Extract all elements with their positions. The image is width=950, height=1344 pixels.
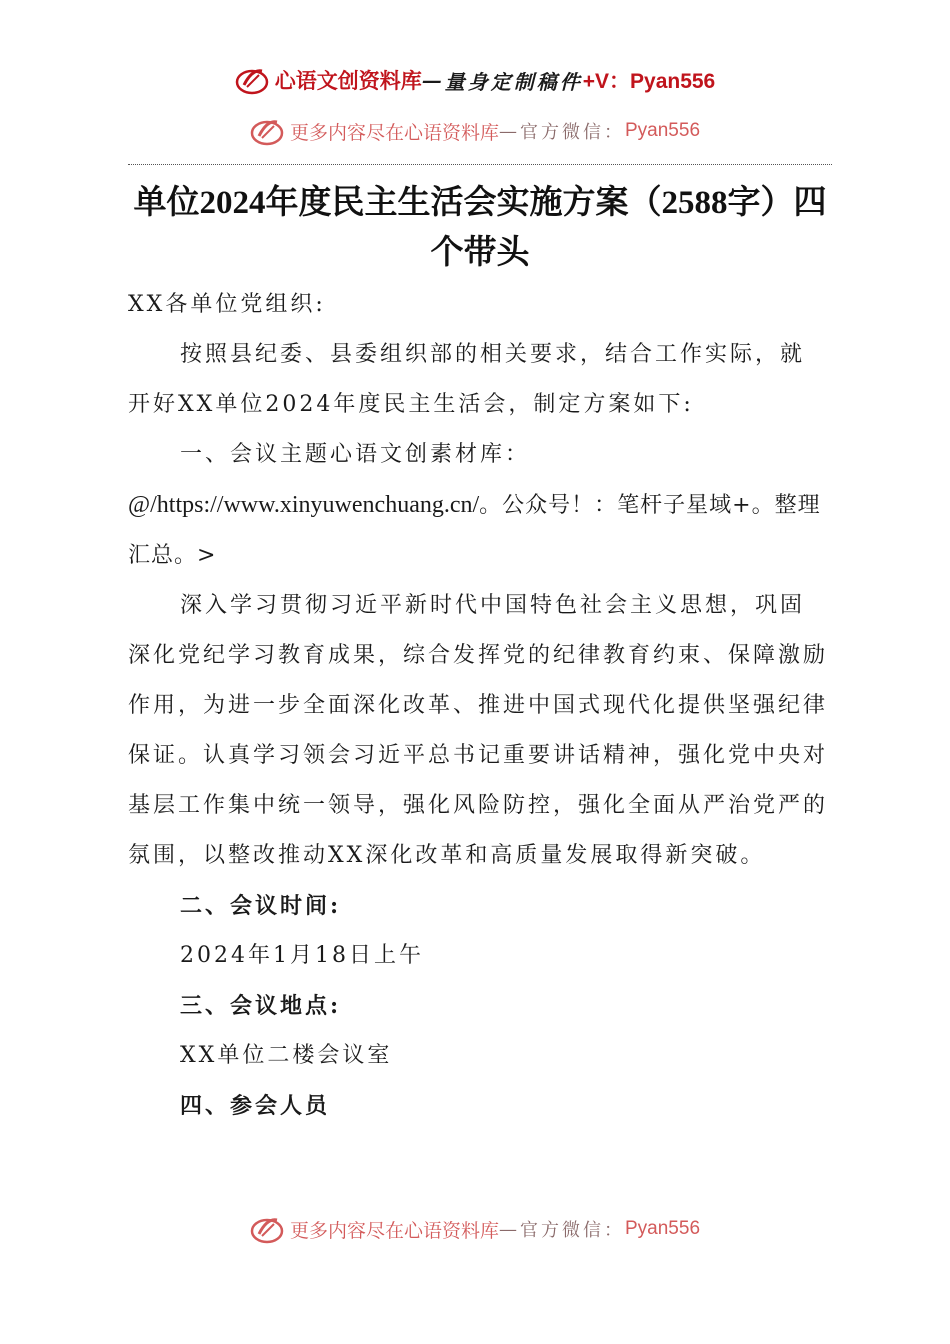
watermark-footer xyxy=(0,1212,950,1246)
section2-heading: 二、会议时间: xyxy=(180,893,342,919)
pen-logo-icon xyxy=(250,114,284,148)
pen-logo-icon xyxy=(235,63,269,97)
section1-heading: 一、会议主题心语文创素材库： xyxy=(180,442,531,467)
section1-paragraph: 深入学习贯彻习近平新时代中国特色社会主义思想，巩固深化党纪学习教育成果，综合发挥党的纪律教育约束、保障激励作用，为进一步全面深化改革、推进中国式现代化提供坚强纪律保证。认真学习领会习近平总书记重要讲话精神，强化党中央对基层工作集中统一领导，强化风险防控，强化全面从严治党严的氛围，以整改推动XX深化改革和高质量发展取得新突破。 xyxy=(128,593,829,868)
watermark-account: Pyan556 xyxy=(625,120,701,141)
watermark-label: 官方微信： xyxy=(520,1220,625,1241)
watermark-dash: — xyxy=(499,1218,520,1240)
pen-logo-icon xyxy=(250,1212,284,1246)
watermark-account: Pyan556 xyxy=(625,1218,701,1239)
watermark-subheader xyxy=(0,114,950,148)
watermark-brand: 更多内容尽在心语资料库 xyxy=(289,121,499,144)
source-link[interactable]: @/https://www.xinyuwenchuang.cn/ xyxy=(128,492,480,518)
section2-paragraph: 2024年1月18日上午 xyxy=(180,943,424,968)
salutation: XX各单位党组织: xyxy=(128,292,326,317)
url-tail: 。公众号！：笔杆子星域+。整理汇总。> xyxy=(128,493,821,568)
watermark-dash: — xyxy=(421,68,445,92)
watermark-label: 官方微信： xyxy=(520,122,625,143)
intro-paragraph: 按照县纪委、县委组织部的相关要求，结合工作实际，就开好XX单位2024年度民主生活会，制定方案如下: xyxy=(128,342,806,417)
watermark-dash: — xyxy=(499,120,520,142)
section4-heading: 四、参会人员 xyxy=(180,1093,331,1119)
watermark-brand: 更多内容尽在心语资料库 xyxy=(289,1219,499,1242)
watermark-slogan: 量身定制稿件 xyxy=(444,69,583,94)
document-title: 单位2024年度民主生活会实施方案（2588字）四个带头 xyxy=(133,185,827,271)
section3-heading: 三、会议地点: xyxy=(180,993,342,1019)
watermark-header xyxy=(0,62,950,98)
section3-paragraph: XX单位二楼会议室 xyxy=(180,1043,393,1068)
header-divider xyxy=(128,164,832,165)
document-body xyxy=(128,280,828,1131)
watermark-brand: 心语文创资料库 xyxy=(274,68,422,93)
url-paragraph xyxy=(128,480,828,581)
watermark-contact: +V：Pyan556 xyxy=(582,70,716,93)
